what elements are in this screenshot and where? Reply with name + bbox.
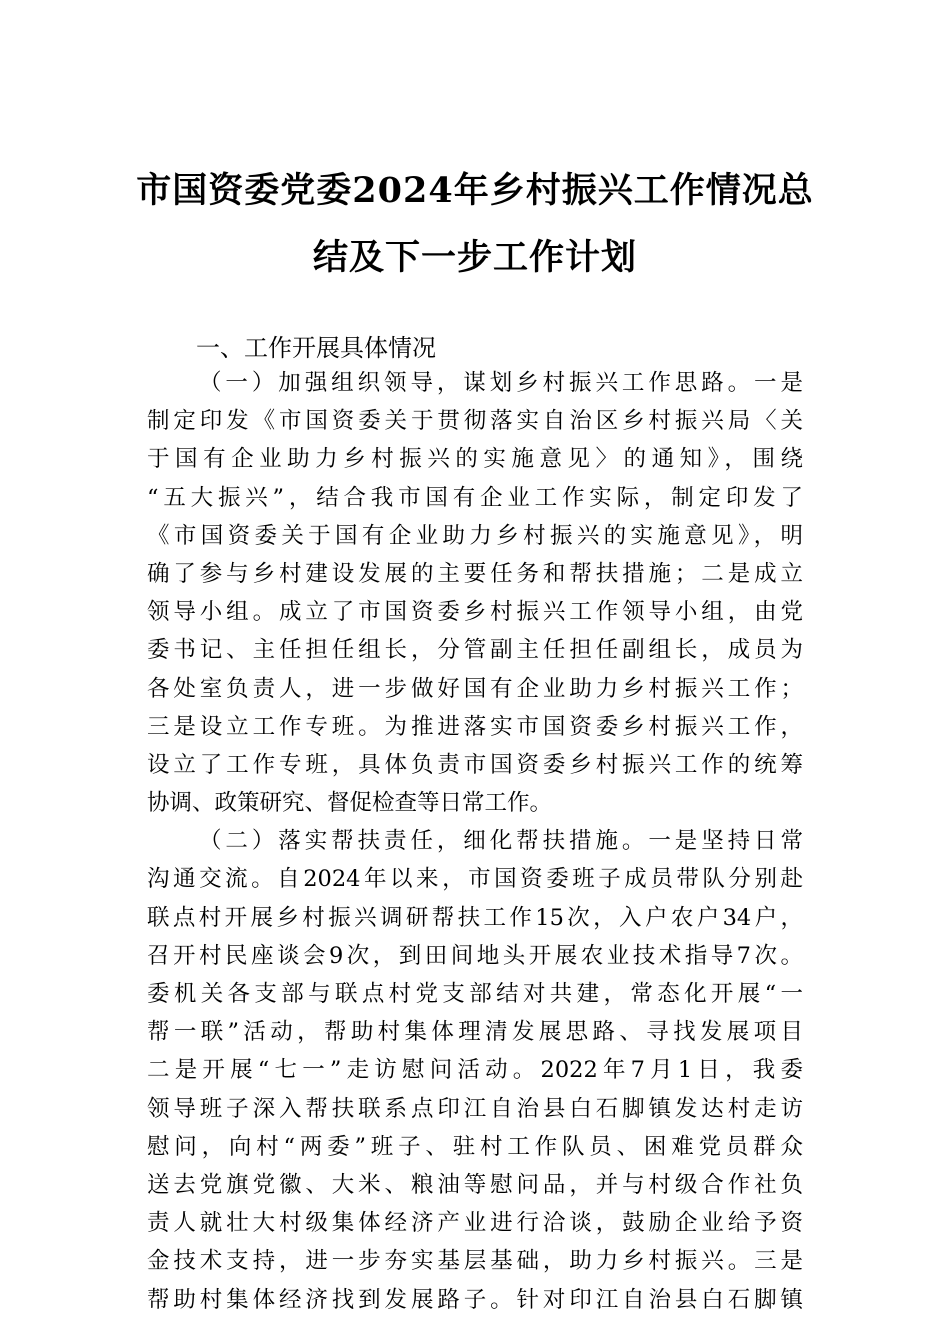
- paragraph-line: “五大振兴”，结合我市国有企业工作实际，制定印发了: [147, 484, 803, 511]
- document-title-line-1: 市国资委党委2024年乡村振兴工作情况总: [136, 170, 814, 211]
- paragraph-line: 设立了工作专班，具体负责市国资委乡村振兴工作的统筹: [147, 751, 803, 778]
- paragraph-line: （一）加强组织领导，谋划乡村振兴工作思路。一是: [199, 370, 803, 396]
- document-title-line-2: 结及下一步工作计划: [312, 237, 637, 278]
- paragraph-line: 确了参与乡村建设发展的主要任务和帮扶措施；二是成立: [147, 560, 803, 587]
- paragraph-line: 召开村民座谈会9次，到田间地头开展农业技术指导7次。: [147, 942, 803, 969]
- paragraph-line: 协调、政策研究、督促检查等日常工作。: [147, 790, 553, 817]
- paragraph-line: 慰问，向村“两委”班子、驻村工作队员、困难党员群众: [147, 1133, 803, 1160]
- paragraph-line: 三是设立工作专班。为推进落实市国资委乡村振兴工作，: [147, 713, 803, 740]
- paragraph-line: 帮助村集体经济找到发展路子。针对印江自治县白石脚镇: [147, 1286, 803, 1313]
- paragraph-line: 沟通交流。自2024年以来，市国资委班子成员带队分别赴: [147, 866, 803, 893]
- paragraph-line: 金技术支持，进一步夯实基层基础，助力乡村振兴。三是: [147, 1248, 803, 1275]
- paragraph-line: 领导班子深入帮扶联系点印江自治县白石脚镇发达村走访: [147, 1095, 803, 1122]
- paragraph-line: 于国有企业助力乡村振兴的实施意见〉的通知》，围绕: [147, 446, 803, 473]
- paragraph-line: 帮一联”活动，帮助村集体理清发展思路、寻找发展项目: [147, 1019, 803, 1046]
- paragraph-line: 领导小组。成立了市国资委乡村振兴工作领导小组，由党: [147, 599, 803, 626]
- paragraph-line: （二）落实帮扶责任，细化帮扶措施。一是坚持日常: [199, 828, 803, 855]
- paragraph-line: 制定印发《市国资委关于贯彻落实自治区乡村振兴局〈关: [147, 408, 803, 435]
- paragraph-line: 各处室负责人，进一步做好国有企业助力乡村振兴工作；: [147, 675, 803, 702]
- paragraph-line: 委书记、主任担任组长，分管副主任担任副组长，成员为: [147, 637, 803, 664]
- paragraph-line: 联点村开展乡村振兴调研帮扶工作15次，入户农户34户，: [147, 904, 803, 931]
- paragraph-line: 责人就壮大村级集体经济产业进行洽谈，鼓励企业给予资: [147, 1210, 803, 1237]
- paragraph-line: 送去党旗党徽、大米、粮油等慰问品，并与村级合作社负: [147, 1171, 803, 1198]
- section-heading: 一、工作开展具体情况: [196, 334, 436, 362]
- body-text: [147, 364, 803, 1319]
- paragraph-line: 二是开展“七一”走访慰问活动。2022年7月1日，我委: [147, 1057, 803, 1084]
- paragraph-line: 《市国资委关于国有企业助力乡村振兴的实施意见》，明: [147, 522, 803, 549]
- paragraph-line: 委机关各支部与联点村党支部结对共建，常态化开展“一: [147, 981, 803, 1007]
